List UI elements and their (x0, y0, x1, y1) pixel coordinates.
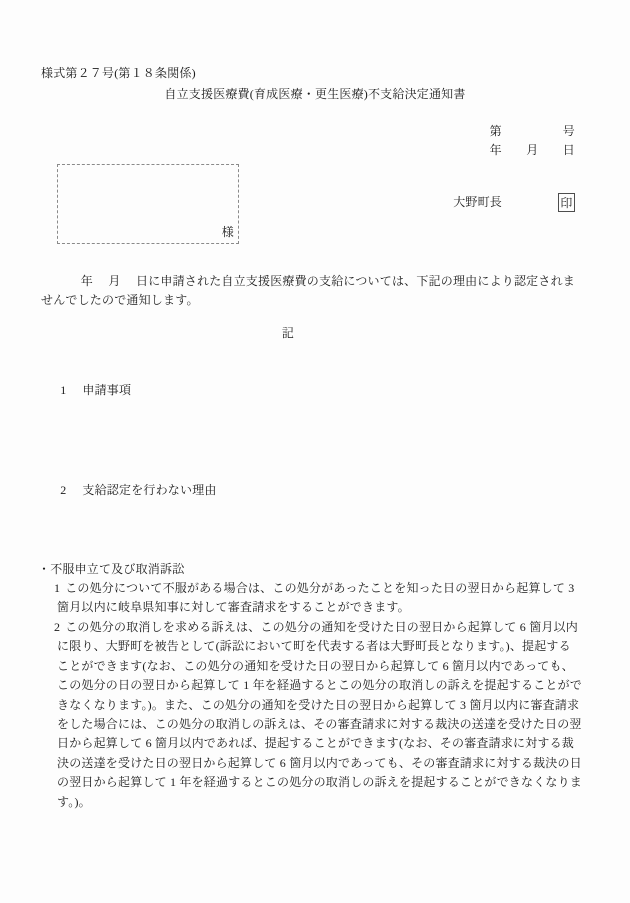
date-line: 年 月 日 (489, 143, 575, 157)
addressee-box (57, 164, 239, 244)
form-number: 様式第２７号(第１８条関係) (41, 66, 196, 80)
section-label: 申請事項 (82, 382, 132, 397)
section-label: 支給認定を行わない理由 (82, 482, 217, 497)
appeal-item (41, 618, 583, 812)
seal-label: 印 (560, 195, 573, 210)
seal-mark (558, 193, 575, 212)
appeal-item (41, 579, 583, 618)
issuer-title: 大野町長 (453, 195, 502, 209)
addressee-honorific: 様 (221, 225, 234, 239)
appeal-item-text: この処分の取消しを求める訴えは、この処分の通知を受けた日の翌日から起算して 6 箇月以内に限り、大野町を被告として(訴訟において町を代表する者は大野町長となります。)、提起することができます(なお、この処分の通知を受けた日の翌日から起算して 6 箇月以内であっても、この処分の日の翌日から起算して 1 年を経過するとこの処分の取消しの訴えを提起することができなくなります。)。また、この処分の通知を受けた日の翌日から起算して 3 箇月以内に審査請求をした場合には、この処分の取消しの訴えは、その審査請求に対する裁決の送達を受けた日の翌日から起算して 6 箇月以内であれば、提起することができます(なお、その審査請求に対する裁決の送達を受けた日の翌日から起算して 6 箇月以内であっても、その審査請求に対する裁決の日の翌日から起算して 1 年を経過するとこの処分の取消しの訴えを提起することができなくなります。)。 (57, 619, 583, 809)
section-item-reason (41, 461, 583, 519)
document-number-line: 第 号 (489, 124, 575, 138)
appeal-item-number: 1 (54, 581, 61, 596)
section-number: 2 (60, 482, 67, 497)
appeal-item-text: この処分について不服がある場合は、この処分があったことを知った日の翌日から起算して 3 箇月以内に岐阜県知事に対して審査請求をすることができます。 (57, 581, 575, 615)
appeal-heading: ・不服申立て及び取消訴訟 (38, 561, 185, 576)
document-body (38, 272, 583, 812)
ki-marker: 記 (281, 325, 295, 340)
document-title: 自立支援医療費(育成医療・更生医療)不支給決定通知書 (164, 87, 466, 101)
section-item-application (41, 361, 583, 419)
appeal-item-number: 2 (54, 619, 61, 634)
issuer-row (453, 193, 575, 212)
body-paragraph: 年 月 日に申請された自立支援医療費の支給については、下記の理由により認定されませんでしたので通知します。 (41, 274, 575, 308)
section-number: 1 (60, 382, 67, 397)
